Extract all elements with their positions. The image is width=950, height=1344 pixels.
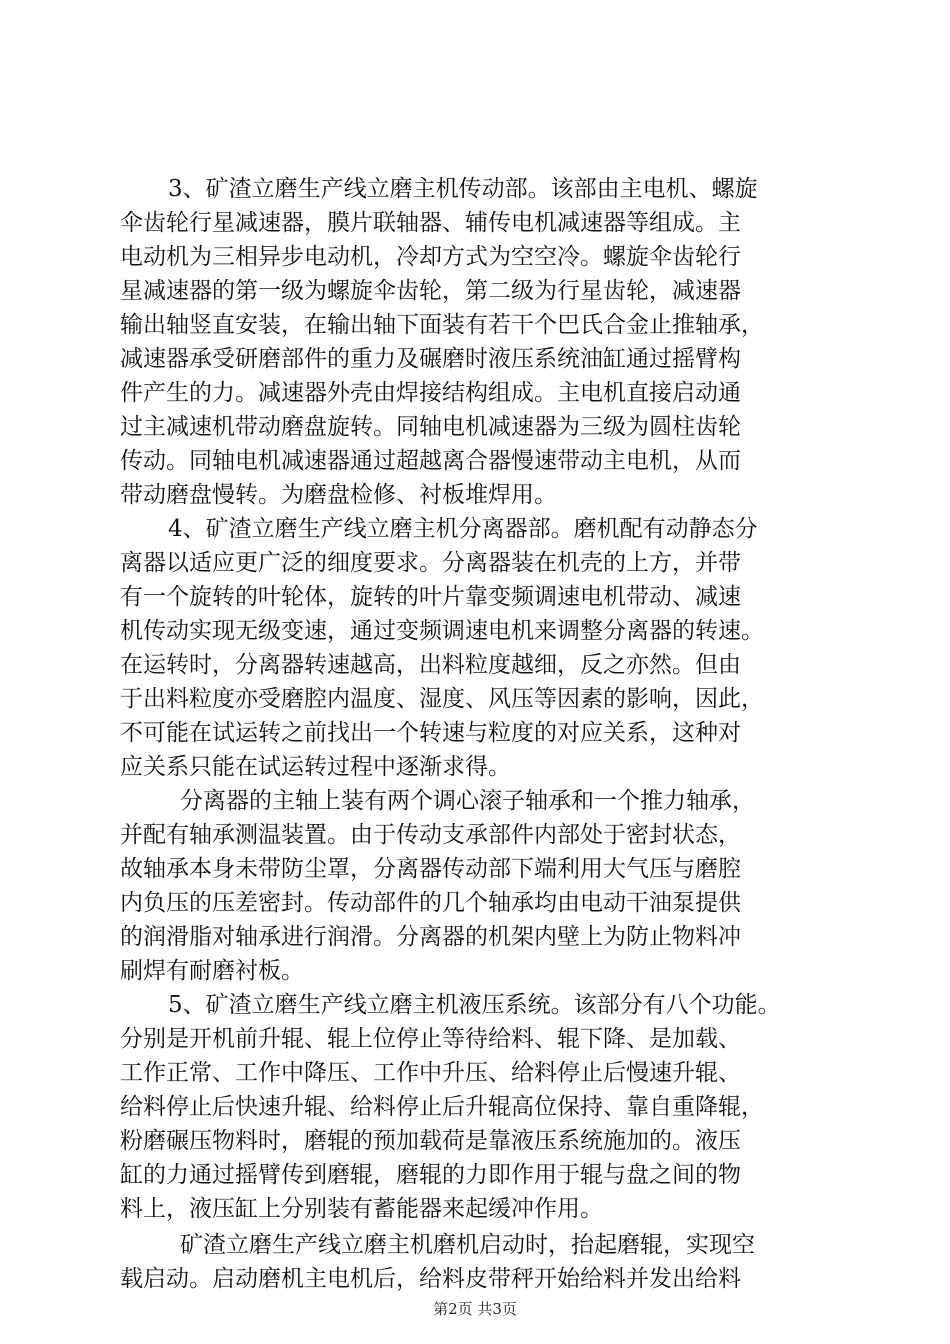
page-number-footer: 第2页 共3页 — [433, 1300, 517, 1318]
text-line: 料上，液压缸上分别装有蓄能器来起缓冲作用。 — [120, 1196, 603, 1222]
text-line: 有一个旋转的叶轮体，旋转的叶片靠变频调速电机带动、减速 — [120, 584, 741, 610]
text-line: 输出轴竖直安装，在输出轴下面装有若干个巴氏合金止推轴承， — [120, 312, 764, 338]
text-line: 过主减速机带动磨盘旋转。同轴电机减速器为三级为圆柱齿轮 — [120, 414, 741, 440]
text-line: 5、矿渣立磨生产线立磨主机液压系统。该部分有八个功能。 — [168, 992, 781, 1018]
text-line: 3、矿渣立磨生产线立磨主机传动部。该部由主电机、螺旋 — [168, 176, 758, 202]
text-line: 粉磨碾压物料时，磨辊的预加载荷是靠液压系统施加的。液压 — [120, 1128, 741, 1154]
text-line: 减速器承受研磨部件的重力及碾磨时液压系统油缸通过摇臂构 — [120, 346, 741, 372]
text-line: 在运转时，分离器转速越高，出料粒度越细，反之亦然。但由 — [120, 652, 741, 678]
text-line: 分别是开机前升辊、辊上位停止等待给料、辊下降、是加载、 — [120, 1026, 741, 1052]
text-line: 电动机为三相异步电动机，冷却方式为空空冷。螺旋伞齿轮行 — [120, 244, 741, 270]
text-line: 缸的力通过摇臂传到磨辊，磨辊的力即作用于辊与盘之间的物 — [120, 1162, 741, 1188]
text-line: 分离器的主轴上装有两个调心滚子轴承和一个推力轴承， — [180, 788, 755, 814]
text-line: 不可能在试运转之前找出一个转速与粒度的对应关系，这种对 — [120, 720, 741, 746]
text-line: 的润滑脂对轴承进行润滑。分离器的机架内壁上为防止物料冲 — [120, 924, 741, 950]
text-line: 故轴承本身未带防尘罩，分离器传动部下端利用大气压与磨腔 — [120, 856, 741, 882]
text-line: 机传动实现无级变速，通过变频调速电机来调整分离器的转速。 — [120, 618, 764, 644]
text-line: 应关系只能在试运转过程中逐渐求得。 — [120, 754, 511, 780]
text-line: 载启动。启动磨机主电机后，给料皮带秤开始给料并发出给料 — [120, 1266, 741, 1292]
text-line: 工作正常、工作中降压、工作中升压、给料停止后慢速升辊、 — [120, 1060, 741, 1086]
text-line: 内负压的压差密封。传动部件的几个轴承均由电动干油泵提供 — [120, 890, 741, 916]
text-line: 刷焊有耐磨衬板。 — [120, 958, 304, 984]
text-line: 给料停止后快速升辊、给料停止后升辊高位保持、靠自重降辊， — [120, 1094, 764, 1120]
text-line: 于出料粒度亦受磨腔内温度、湿度、风压等因素的影响，因此， — [120, 686, 764, 712]
text-line: 星减速器的第一级为螺旋伞齿轮，第二级为行星齿轮，减速器 — [120, 278, 741, 304]
text-line: 离器以适应更广泛的细度要求。分离器装在机壳的上方，并带 — [120, 550, 741, 576]
text-line: 伞齿轮行星减速器，膜片联轴器、辅传电机减速器等组成。主 — [120, 210, 741, 236]
text-line: 带动磨盘慢转。为磨盘检修、衬板堆焊用。 — [120, 482, 557, 508]
text-line: 4、矿渣立磨生产线立磨主机分离器部。磨机配有动静态分 — [168, 516, 758, 542]
text-line: 矿渣立磨生产线立磨主机磨机启动时，抬起磨辊，实现空 — [180, 1232, 755, 1258]
text-line: 件产生的力。减速器外壳由焊接结构组成。主电机直接启动通 — [120, 380, 741, 406]
text-line: 传动。同轴电机减速器通过超越离合器慢速带动主电机，从而 — [120, 448, 741, 474]
text-line: 并配有轴承测温装置。由于传动支承部件内部处于密封状态， — [120, 822, 741, 848]
